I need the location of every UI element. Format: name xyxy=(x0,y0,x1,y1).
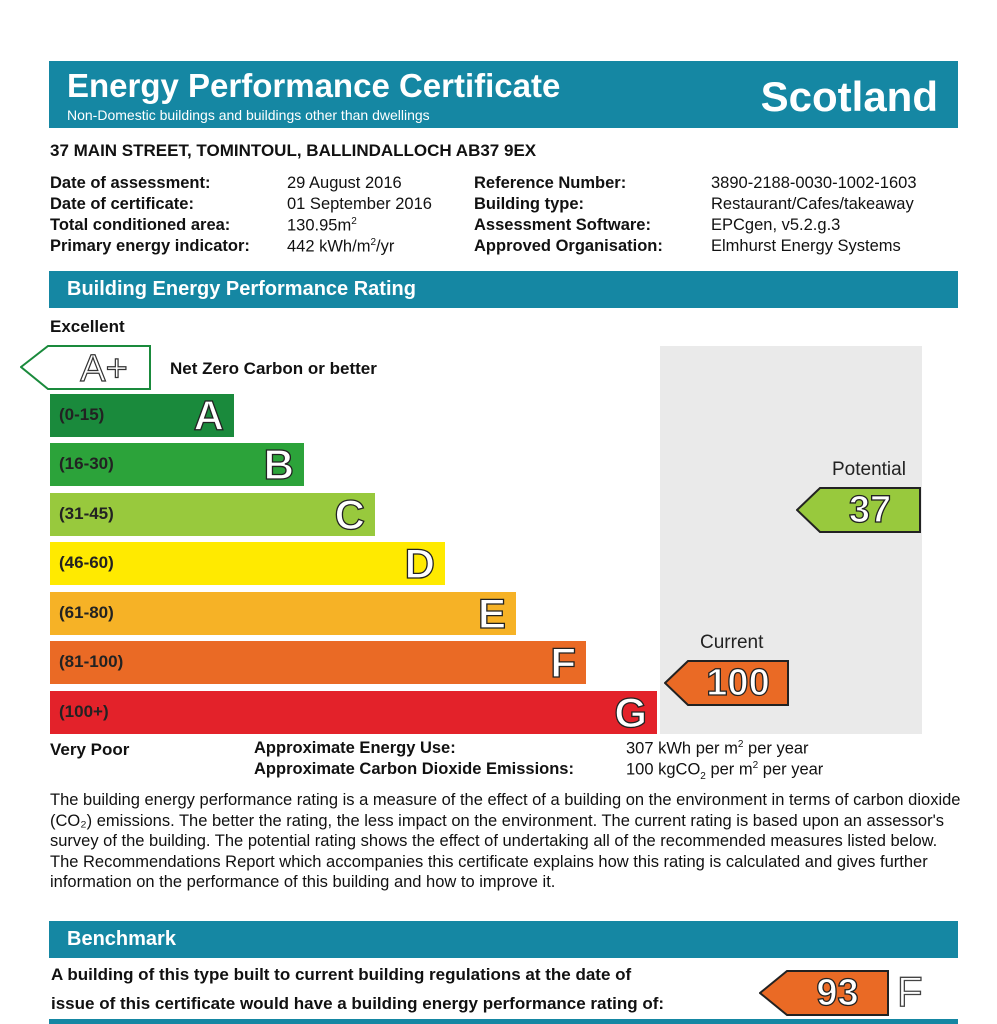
band-b xyxy=(50,443,304,486)
reference-number-value: 3890-2188-0030-1002-1603 xyxy=(711,174,917,192)
benchmark-rating-letter: F xyxy=(897,968,923,1015)
band-d xyxy=(50,542,445,585)
primary-energy-value: 442 kWh/$m^2/yr$ xyxy=(287,237,395,256)
band-f xyxy=(50,641,586,684)
date-of-assessment-value: 29 August 2016 xyxy=(287,174,402,192)
total-area-value: $130.95m^2$ xyxy=(287,216,357,235)
a-plus-letter: A+ xyxy=(80,348,128,390)
current-rating-arrow xyxy=(664,660,790,706)
potential-rating-arrow xyxy=(796,487,922,533)
reference-number-label: Reference Number: xyxy=(474,174,627,192)
benchmark-text-line2: issue of this certificate would have a building energy performance rating of: xyxy=(51,994,665,1013)
band-range: (0-15) xyxy=(59,405,105,424)
potential-label: Potential xyxy=(832,459,906,480)
building-type-value: Restaurant/Cafes/takeaway xyxy=(711,195,914,213)
co2-emissions-value: 100 kgCO$_2$ per $m^2$ per year xyxy=(626,760,824,782)
certificate-title: Energy Performance Certificate xyxy=(67,67,561,104)
energy-use-label: Approximate Energy Use: xyxy=(254,739,456,757)
rating-section-title: Building Energy Performance Rating xyxy=(67,278,416,300)
footer-rule xyxy=(49,1019,958,1024)
date-of-assessment-label: Date of assessment: xyxy=(50,174,211,192)
band-letter: F xyxy=(550,639,576,686)
band-letter: A xyxy=(193,392,224,439)
certificate-header xyxy=(49,61,958,128)
band-letter: G xyxy=(614,689,647,736)
rating-description: The building energy performance rating is a measure of the effect of a building on the environment in terms of carbon dioxide (CO₂) emissions. The better the rating, the less impact on the environment. The current rating is based upon an assessor's survey of the building. The potential rating shows the effect of undertaking all of the recommended measures listed below. The Recommendations Report which accompanies this certificate explains how this rating is calculated and gives further information on the performance of this building and how to improve it. xyxy=(50,791,961,891)
assessment-software-label: Assessment Software: xyxy=(474,216,651,234)
net-zero-label: Net Zero Carbon or better xyxy=(170,359,377,378)
band-range: (61-80) xyxy=(59,603,114,622)
band-range: (46-60) xyxy=(59,553,114,572)
very-poor-label: Very Poor xyxy=(50,740,130,759)
property-address: 37 MAIN STREET, TOMINTOUL, BALLINDALLOCH AB37 9EX xyxy=(50,141,537,160)
current-rating-value: 100 xyxy=(706,662,770,704)
band-range: (81-100) xyxy=(59,652,124,671)
band-letter: C xyxy=(334,491,365,538)
primary-energy-label: Primary energy indicator: xyxy=(50,237,250,255)
a-plus-arrow xyxy=(20,345,152,390)
assessment-software-value: EPCgen, v5.2.g.3 xyxy=(711,216,841,234)
date-of-certificate-value: 01 September 2016 xyxy=(287,195,432,213)
current-label: Current xyxy=(700,632,764,653)
date-of-certificate-label: Date of certificate: xyxy=(50,195,194,213)
building-type-label: Building type: xyxy=(474,195,584,213)
benchmark-text-line1: A building of this type built to current building regulations at the date of xyxy=(51,965,632,984)
band-letter: B xyxy=(263,441,294,488)
co2-emissions-label: Approximate Carbon Dioxide Emissions: xyxy=(254,760,574,778)
total-area-label: Total conditioned area: xyxy=(50,216,231,234)
energy-use-value: 307 kWh per $m^2$ per year xyxy=(626,739,809,758)
band-range: (16-30) xyxy=(59,454,114,473)
rating-section-header xyxy=(49,271,958,308)
band-e xyxy=(50,592,516,635)
excellent-label: Excellent xyxy=(50,317,125,336)
band-letter: E xyxy=(477,590,506,637)
band-g xyxy=(50,691,657,734)
benchmark-rating-value: 93 xyxy=(816,972,859,1014)
band-range: (100+) xyxy=(59,702,109,721)
approved-organisation-value: Elmhurst Energy Systems xyxy=(711,237,901,255)
band-letter: D xyxy=(404,540,435,587)
band-a xyxy=(50,394,234,437)
certificate-subtitle: Non-Domestic buildings and buildings other than dwellings xyxy=(67,107,430,123)
band-c xyxy=(50,493,375,536)
band-range: (31-45) xyxy=(59,504,114,523)
benchmark-rating-arrow xyxy=(759,970,890,1016)
potential-rating-value: 37 xyxy=(848,489,892,531)
benchmark-title: Benchmark xyxy=(67,928,176,950)
approved-organisation-label: Approved Organisation: xyxy=(474,237,663,255)
benchmark-section-header xyxy=(49,921,958,958)
country-name: Scotland xyxy=(760,73,938,120)
